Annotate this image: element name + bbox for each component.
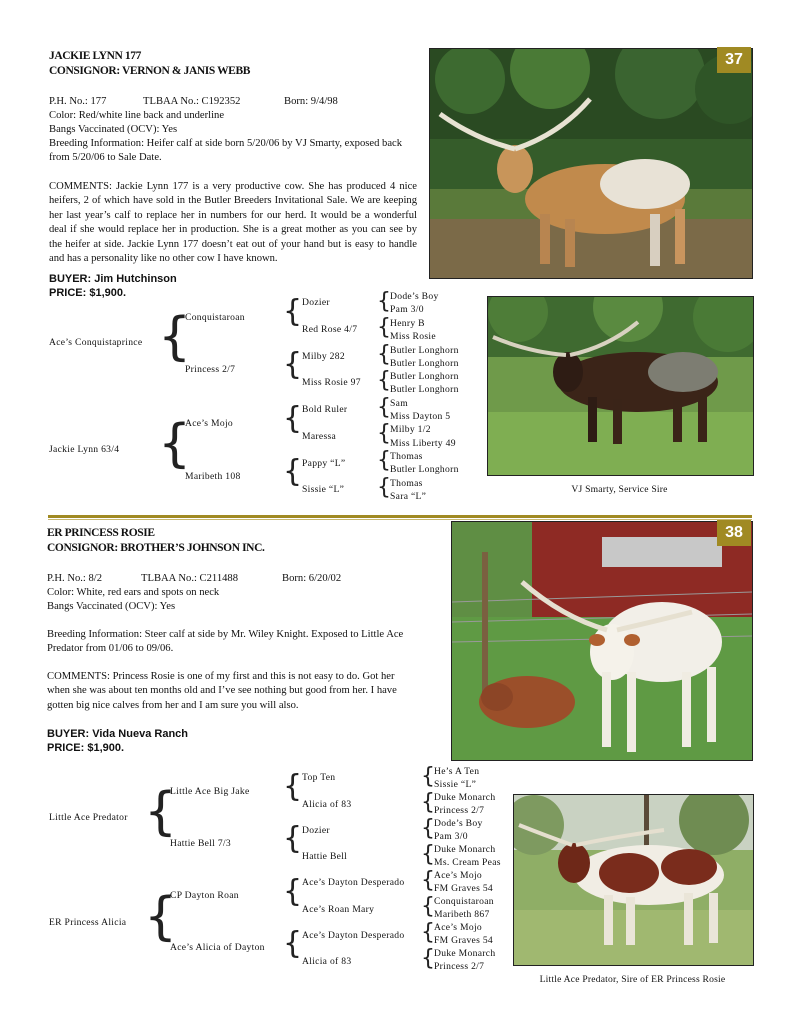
lot37-buyer: BUYER: Jim Hutchinson [49, 273, 177, 285]
lot38-ped-gen4: Ace’s Mojo [434, 870, 483, 881]
lot38-ped-gen4: FM Graves 54 [434, 883, 494, 894]
lot37-ped-gen4: Butler Longhorn [390, 345, 459, 356]
lot38-ped-gen4: Princess 2/7 [434, 805, 485, 816]
lot38-brace-g3: { [421, 790, 435, 815]
lot37-brace-g3: { [377, 421, 391, 446]
lot38-brace-sire: { [144, 782, 178, 842]
lot37-ped-gen4: Butler Longhorn [390, 358, 459, 369]
lot38-brace-g3: { [421, 842, 435, 867]
lot38-color: Color: White, red ears and spots on neck [47, 587, 220, 598]
lot37-comments: COMMENTS: Jackie Lynn 177 is a very productive cow. She has produced 4 nice heifers, 2 of which have sold in the Butler Breeders Invitational Sale. We are keeping her last year’s calf to replace her in numbers for our herd. It would be a wonderful deal if she would replace her in production. She is a great mother as you can see by the heifer at side. Jackie Lynn 177 doesn’t eat out of your hand but is easy to handle and has a personality like no other cow I have known. [49, 181, 417, 265]
lot38-ped-gen4: He’s A Ten [434, 766, 480, 777]
lot37-tlbaa-no: TLBAA No.: C192352 [143, 96, 241, 107]
lot38-ped-sire: Little Ace Predator [49, 812, 128, 823]
lot37-ped-gen3: Sissie “L” [302, 484, 345, 495]
lot38-consignor: CONSIGNOR: BROTHER’S JOHNSON INC. [47, 542, 265, 554]
lot38-sire-caption: Little Ace Predator, Sire of ER Princess Rosie [539, 974, 726, 985]
lot37-ped-gen4: Butler Longhorn [390, 384, 459, 395]
lot38-brace-g3: { [421, 894, 435, 919]
lot37-color: Color: Red/white line back and underline [49, 110, 225, 121]
lot37-ped-gen2: Conquistaroan [185, 312, 245, 323]
lot38-comments: COMMENTS: Princess Rosie is one of my first and this is not easy to do. Got her when she was about ten months old and I’ve see nothing but good from her. I have gotten big nice calves from her and I am sure you will also. [47, 671, 397, 711]
lot37-ph-no: P.H. No.: 177 [49, 96, 107, 107]
lot38-ped-gen4: Pam 3/0 [434, 831, 468, 842]
lot38-ped-gen4: Princess 2/7 [434, 961, 485, 972]
lot38-ped-gen2: Little Ace Big Jake [170, 786, 250, 797]
lot37-brace-g2: { [283, 454, 303, 489]
lot37-ped-dam: Jackie Lynn 63/4 [49, 444, 120, 455]
lot38-ped-gen3: Ace’s Roan Mary [302, 904, 375, 915]
lot37-brace-g3: { [377, 368, 391, 393]
lot37-ped-gen4: Dode’s Boy [390, 291, 439, 302]
lot38-ped-gen4: Ace’s Mojo [434, 922, 483, 933]
lot38-brace-g3: { [421, 920, 435, 945]
lot37-breeding: Breeding Information: Heifer calf at side born 5/20/06 by VJ Smarty, exposed back from 5/20/06 to Sale Date. [49, 138, 403, 164]
lot38-brace-g2: { [283, 821, 303, 856]
lot37-brace-g2: { [283, 294, 303, 329]
lot38-ped-gen3: Dozier [302, 825, 330, 836]
lot37-cow-photo [429, 48, 753, 279]
lot38-ped-gen2: Ace’s Alicia of Dayton [170, 942, 265, 953]
lot38-brace-g3: { [421, 764, 435, 789]
lot37-ped-gen3: Bold Ruler [302, 404, 348, 415]
lot38-ped-gen3: Hattie Bell [302, 851, 348, 862]
lot38-ped-gen3: Alicia of 83 [302, 956, 352, 967]
lot37-ped-sire: Ace’s Conquistaprince [49, 337, 143, 348]
lot37-sire-photo [487, 296, 754, 476]
lot37-number-badge: 37 [717, 47, 751, 73]
lot38-ph-no: P.H. No.: 8/2 [47, 573, 103, 584]
lot38-buyer: BUYER: Vida Nueva Ranch [47, 728, 189, 740]
lot37-ped-gen3: Red Rose 4/7 [302, 324, 358, 335]
lot38-price: PRICE: $1,900. [47, 742, 125, 754]
lot38-brace-g2: { [283, 874, 303, 909]
lot37-price: PRICE: $1,900. [49, 287, 127, 299]
lot37-ped-gen3: Pappy “L” [302, 458, 346, 469]
lot37-ped-gen4: Miss Dayton 5 [390, 411, 451, 422]
lot38-ped-gen4: Duke Monarch [434, 844, 496, 855]
lot38-brace-g3: { [421, 816, 435, 841]
lot37-brace-g2: { [283, 401, 303, 436]
lot37-brace-g3: { [377, 315, 391, 340]
lot37-ped-gen4: Sara “L” [390, 491, 427, 502]
lot38-title: ER PRINCESS ROSIE [47, 527, 155, 539]
lot37-born: Born: 9/4/98 [284, 96, 338, 107]
lot37-ped-gen3: Milby 282 [302, 351, 345, 362]
lot38-ped-gen4: Ms. Cream Peas [434, 857, 501, 868]
lot37-sire-caption: VJ Smarty, Service Sire [571, 484, 668, 495]
lot37-brace-g3: { [377, 342, 391, 367]
lot38-ped-gen2: CP Dayton Roan [170, 890, 239, 901]
lot37-ped-gen2: Princess 2/7 [185, 364, 236, 375]
lot38-ped-dam: ER Princess Alicia [49, 917, 127, 928]
lot37-ped-gen4: Butler Longhorn [390, 371, 459, 382]
lot38-ped-gen3: Alicia of 83 [302, 799, 352, 810]
lot37-brace-sire: { [158, 307, 192, 367]
lot37-ped-gen4: Milby 1/2 [390, 424, 431, 435]
lot38-tlbaa-no: TLBAA No.: C211488 [141, 573, 239, 584]
lot38-brace-g2: { [283, 769, 303, 804]
lot38-breeding: Breeding Information: Steer calf at side by Mr. Wiley Knight. Exposed to Little Ace Predator from 01/06 to 09/06. [47, 629, 404, 655]
lot38-brace-g3: { [421, 946, 435, 971]
lot38-ped-gen4: Conquistaroan [434, 896, 494, 907]
lot37-brace-g2: { [283, 347, 303, 382]
lot38-ped-gen4: FM Graves 54 [434, 935, 494, 946]
lot38-ped-gen4: Duke Monarch [434, 792, 496, 803]
lot38-brace-dam: { [144, 887, 178, 947]
lot-divider [48, 515, 752, 518]
lot38-ped-gen3: Top Ten [302, 772, 336, 783]
lot37-ped-gen4: Thomas [390, 451, 423, 462]
lot-divider-thin [48, 519, 752, 520]
lot37-ped-gen3: Miss Rosie 97 [302, 377, 361, 388]
lot37-brace-g3: { [377, 289, 391, 314]
lot37-ped-gen4: Butler Longhorn [390, 464, 459, 475]
lot37-ped-gen4: Thomas [390, 478, 423, 489]
lot37-title: JACKIE LYNN 177 [49, 50, 141, 62]
lot38-number-badge: 38 [717, 520, 751, 546]
lot38-ped-gen3: Ace’s Dayton Desperado [302, 877, 405, 888]
lot37-ped-gen4: Miss Rosie [390, 331, 436, 342]
lot37-ped-gen3: Maressa [302, 431, 337, 442]
lot37-consignor: CONSIGNOR: VERNON & JANIS WEBB [49, 65, 250, 77]
lot38-sire-photo [513, 794, 754, 966]
lot38-brace-g3: { [421, 868, 435, 893]
lot37-ped-gen4: Henry B [390, 318, 425, 329]
lot38-cow-photo [451, 521, 753, 761]
lot37-brace-g3: { [377, 475, 391, 500]
lot38-ped-gen4: Maribeth 867 [434, 909, 490, 920]
lot37-brace-dam: { [158, 414, 192, 474]
lot38-brace-g2: { [283, 926, 303, 961]
lot37-brace-g3: { [377, 448, 391, 473]
lot37-bangs: Bangs Vaccinated (OCV): Yes [49, 124, 178, 135]
lot37-brace-g3: { [377, 395, 391, 420]
lot38-born: Born: 6/20/02 [282, 573, 342, 584]
lot37-ped-gen4: Pam 3/0 [390, 304, 424, 315]
lot38-ped-gen3: Ace’s Dayton Desperado [302, 930, 405, 941]
lot38-ped-gen4: Duke Monarch [434, 948, 496, 959]
lot38-ped-gen2: Hattie Bell 7/3 [170, 838, 231, 849]
lot38-ped-gen4: Dode’s Boy [434, 818, 483, 829]
lot38-ped-gen4: Sissie “L” [434, 779, 477, 790]
lot37-ped-gen3: Dozier [302, 297, 330, 308]
lot37-ped-gen2: Ace’s Mojo [185, 418, 234, 429]
lot37-ped-gen4: Miss Liberty 49 [390, 438, 456, 449]
lot37-ped-gen2: Maribeth 108 [185, 471, 241, 482]
lot37-ped-gen4: Sam [390, 398, 408, 409]
lot38-bangs: Bangs Vaccinated (OCV): Yes [47, 601, 176, 612]
